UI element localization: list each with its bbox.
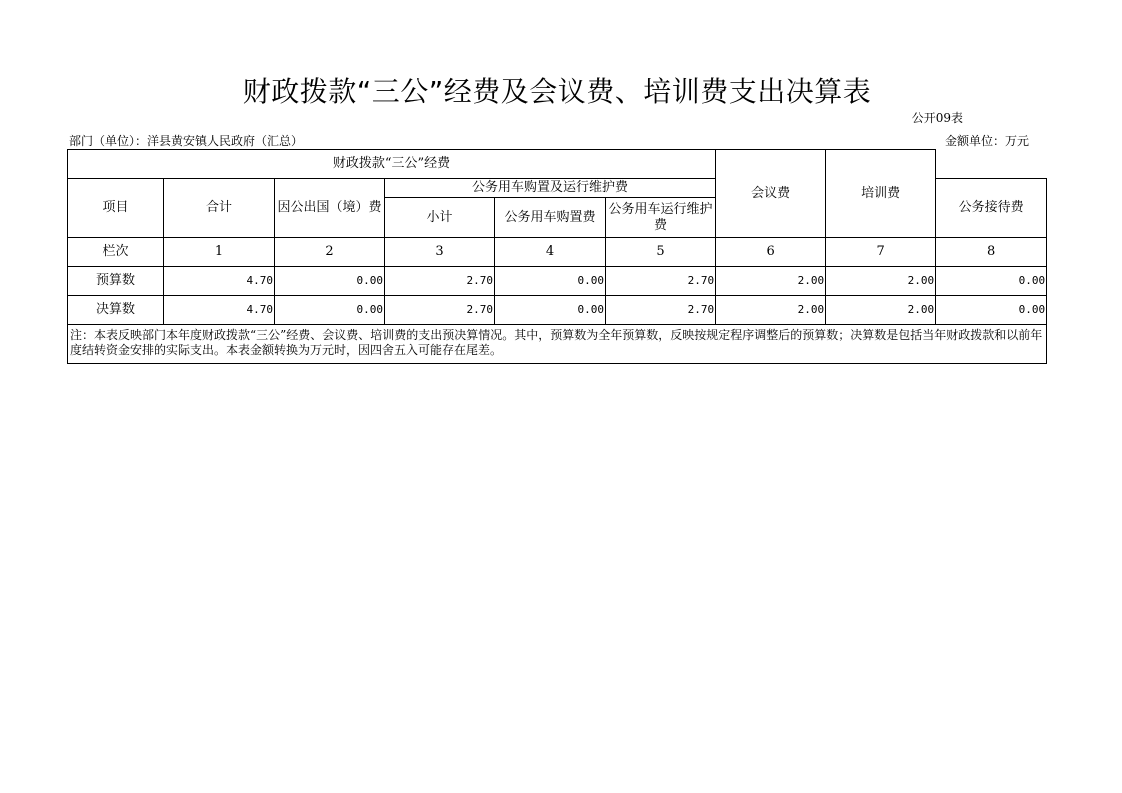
column-index-cell: 5 (606, 238, 716, 267)
column-index-cell: 3 (385, 238, 495, 267)
budget-vehicle-subtotal-cell: 2.70 (385, 267, 495, 296)
budget-reception-cell: 2.00 (716, 267, 826, 296)
final-vehicle-operation-cell: 2.70 (606, 296, 716, 325)
budget-row (68, 267, 1047, 296)
header-training: 培训费 (826, 150, 936, 238)
budget-overseas-cell: 0.00 (275, 267, 385, 296)
final-account-row (68, 296, 1047, 325)
budget-total-cell: 4.70 (164, 267, 275, 296)
header-vehicle-group: 公务用车购置及运行维护费 (385, 179, 716, 198)
final-training-cell: 0.00 (936, 296, 1047, 325)
column-index-cell: 4 (495, 238, 606, 267)
column-index-cell: 7 (826, 238, 936, 267)
header-overseas: 因公出国（境）费 (275, 179, 385, 238)
budget-meeting-cell: 2.00 (826, 267, 936, 296)
header-item: 项目 (68, 179, 164, 238)
column-index-label: 栏次 (68, 238, 164, 267)
row-label-budget: 预算数 (68, 267, 164, 296)
header-vehicle-operation: 公务用车运行维护费 (606, 198, 716, 238)
amount-unit-label: 金额单位：万元 (944, 134, 1029, 148)
final-reception-cell: 2.00 (716, 296, 826, 325)
header-vehicle-purchase: 公务用车购置费 (495, 198, 606, 238)
header-total: 合计 (164, 179, 275, 238)
column-index-cell: 2 (275, 238, 385, 267)
table-note: 注：本表反映部门本年度财政拨款“三公”经费、会议费、培训费的支出预决算情况。其中，预算数为全年预算数，反映按规定程序调整后的预算数；决算数是包括当年财政拨款和以前年度结转资金安排的实际支出。本表金额转换为万元时，因四舍五入可能存在尾差。 (68, 325, 1047, 364)
header-sangong-group: 财政拨款“三公”经费 (68, 150, 716, 179)
header-meeting: 会议费 (716, 150, 826, 238)
budget-vehicle-purchase-cell: 0.00 (495, 267, 606, 296)
department-label: 部门（单位）：洋县黄安镇人民政府（汇总） (69, 134, 304, 148)
budget-training-cell: 0.00 (936, 267, 1047, 296)
final-vehicle-purchase-cell: 0.00 (495, 296, 606, 325)
form-code: 公开09表 (911, 111, 963, 125)
final-vehicle-subtotal-cell: 2.70 (385, 296, 495, 325)
row-label-final: 决算数 (68, 296, 164, 325)
header-reception: 公务接待费 (936, 179, 1047, 238)
final-total-cell: 4.70 (164, 296, 275, 325)
column-index-row (68, 238, 1047, 267)
expenditure-table (67, 149, 1047, 364)
final-meeting-cell: 2.00 (826, 296, 936, 325)
report-title: 财政拨款“三公”经费及会议费、培训费支出决算表 (242, 75, 872, 108)
header-subtotal: 小计 (385, 198, 495, 238)
column-index-cell: 6 (716, 238, 826, 267)
column-index-cell: 8 (936, 238, 1047, 267)
budget-vehicle-operation-cell: 2.70 (606, 267, 716, 296)
final-overseas-cell: 0.00 (275, 296, 385, 325)
column-index-cell: 1 (164, 238, 275, 267)
